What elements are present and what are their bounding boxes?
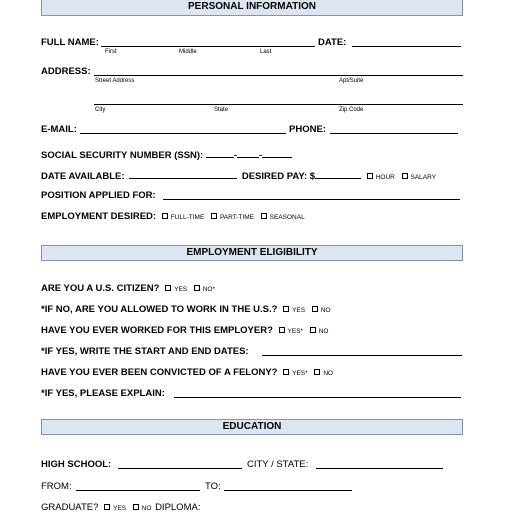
dates-question: *IF YES, WRITE THE START AND END DATES:	[41, 346, 249, 357]
street-sublabel: Street Address	[95, 78, 135, 84]
ssn-part2-field[interactable]	[237, 148, 259, 158]
citizen-question: ARE YOU A U.S. CITIZEN?	[41, 283, 160, 294]
employment-desired-row	[41, 211, 306, 223]
city-sublabel: City	[95, 107, 106, 113]
seasonal-checkbox[interactable]	[261, 213, 267, 219]
section-title: EDUCATION	[222, 421, 282, 432]
salary-label: SALARY	[410, 174, 437, 181]
no-label: NO	[323, 370, 334, 377]
full-time-label: FULL-TIME	[170, 214, 205, 221]
graduate-label: GRADUATE?	[41, 502, 99, 513]
felony-no-checkbox[interactable]	[314, 369, 320, 375]
section-header-eligibility	[41, 245, 463, 261]
felony-yes-checkbox[interactable]	[283, 369, 289, 375]
yes-label: YES	[174, 286, 188, 293]
allowed-question: *IF NO, ARE YOU ALLOWED TO WORK IN THE U.S.?	[41, 304, 278, 315]
citizen-yes-checkbox[interactable]	[165, 285, 171, 291]
phone-label: PHONE:	[289, 124, 326, 135]
section-title: EMPLOYMENT ELIGIBILITY	[186, 247, 318, 258]
employment-desired-label: EMPLOYMENT DESIRED:	[41, 211, 157, 222]
position-field[interactable]	[163, 199, 460, 200]
section-title: PERSONAL INFORMATION	[188, 1, 316, 12]
ssn-part3-field[interactable]	[262, 148, 292, 158]
dates-field[interactable]	[262, 355, 462, 356]
yes-label: YES*	[287, 328, 304, 335]
high-school-label: HIGH SCHOOL:	[41, 459, 112, 470]
email-label: E-MAIL:	[41, 124, 77, 135]
phone-field[interactable]	[330, 133, 458, 134]
desired-pay-field[interactable]	[315, 169, 361, 179]
street-address-field[interactable]	[94, 75, 463, 76]
apt-sublabel: Apt/Suite	[339, 78, 364, 84]
to-field[interactable]	[224, 490, 352, 491]
email-field[interactable]	[80, 133, 286, 134]
worked-no-checkbox[interactable]	[310, 327, 316, 333]
city-state-field[interactable]	[316, 468, 443, 469]
section-header-education	[41, 419, 463, 435]
state-sublabel: State	[214, 107, 229, 113]
to-label: TO:	[205, 481, 221, 492]
worked-row	[41, 325, 329, 337]
yes-label: YES	[113, 505, 127, 512]
position-label: POSITION APPLIED FOR:	[41, 190, 156, 201]
full-name-label: FULL NAME:	[41, 37, 99, 48]
yes-label: YES*	[292, 370, 308, 377]
no-label: NO*	[202, 286, 215, 293]
graduate-yes-checkbox[interactable]	[104, 504, 110, 510]
citizen-row	[41, 283, 216, 295]
graduate-row	[41, 502, 200, 514]
city-state-zip-field[interactable]	[94, 104, 463, 105]
part-time-label: PART-TIME	[219, 214, 255, 221]
availability-row	[41, 169, 437, 183]
citizen-no-checkbox[interactable]	[194, 285, 200, 291]
allowed-no-checkbox[interactable]	[312, 306, 318, 312]
date-available-field[interactable]	[129, 169, 237, 179]
explain-question: *IF YES, PLEASE EXPLAIN:	[41, 388, 165, 399]
explain-field[interactable]	[174, 397, 461, 398]
yes-label: YES	[292, 307, 306, 314]
diploma-label: DIPLOMA:	[155, 502, 201, 513]
allowed-row	[41, 304, 332, 316]
ssn-dash: -	[233, 150, 238, 161]
middle-sublabel: Middle	[179, 49, 197, 55]
desired-pay-label: DESIRED PAY:	[241, 171, 308, 182]
zip-sublabel: Zip Code	[339, 107, 364, 113]
first-sublabel: First	[105, 49, 117, 55]
part-time-checkbox[interactable]	[211, 213, 217, 219]
no-label: NO	[141, 505, 152, 512]
worked-yes-checkbox[interactable]	[279, 327, 285, 333]
allowed-yes-checkbox[interactable]	[283, 306, 289, 312]
full-name-field[interactable]	[101, 46, 315, 47]
section-header-personal	[41, 0, 463, 16]
ssn-part1-field[interactable]	[206, 148, 234, 158]
last-sublabel: Last	[260, 49, 272, 55]
city-state-label: CITY / STATE:	[247, 459, 309, 470]
felony-question: HAVE YOU EVER BEEN CONVICTED OF A FELONY?	[41, 367, 278, 378]
address-label: ADDRESS:	[41, 66, 91, 77]
no-label: NO	[320, 307, 331, 314]
felony-row	[41, 367, 334, 379]
date-field[interactable]	[352, 46, 461, 47]
no-label: NO	[318, 328, 329, 335]
date-available-label: DATE AVAILABLE:	[41, 171, 125, 182]
worked-question: HAVE YOU EVER WORKED FOR THIS EMPLOYER?	[41, 325, 273, 336]
hour-checkbox[interactable]	[367, 173, 373, 179]
from-label: FROM:	[41, 481, 72, 492]
seasonal-label: SEASONAL	[269, 214, 305, 221]
date-label: DATE:	[318, 37, 347, 48]
ssn-row	[41, 148, 292, 161]
graduate-no-checkbox[interactable]	[133, 504, 139, 510]
salary-checkbox[interactable]	[402, 173, 408, 179]
full-time-checkbox[interactable]	[162, 213, 168, 219]
from-field[interactable]	[76, 490, 200, 491]
dollar-sign: $	[309, 171, 316, 182]
high-school-field[interactable]	[118, 468, 242, 469]
ssn-label: SOCIAL SECURITY NUMBER (SSN):	[41, 150, 204, 161]
ssn-dash: -	[259, 150, 263, 161]
hour-label: HOUR	[375, 174, 395, 181]
